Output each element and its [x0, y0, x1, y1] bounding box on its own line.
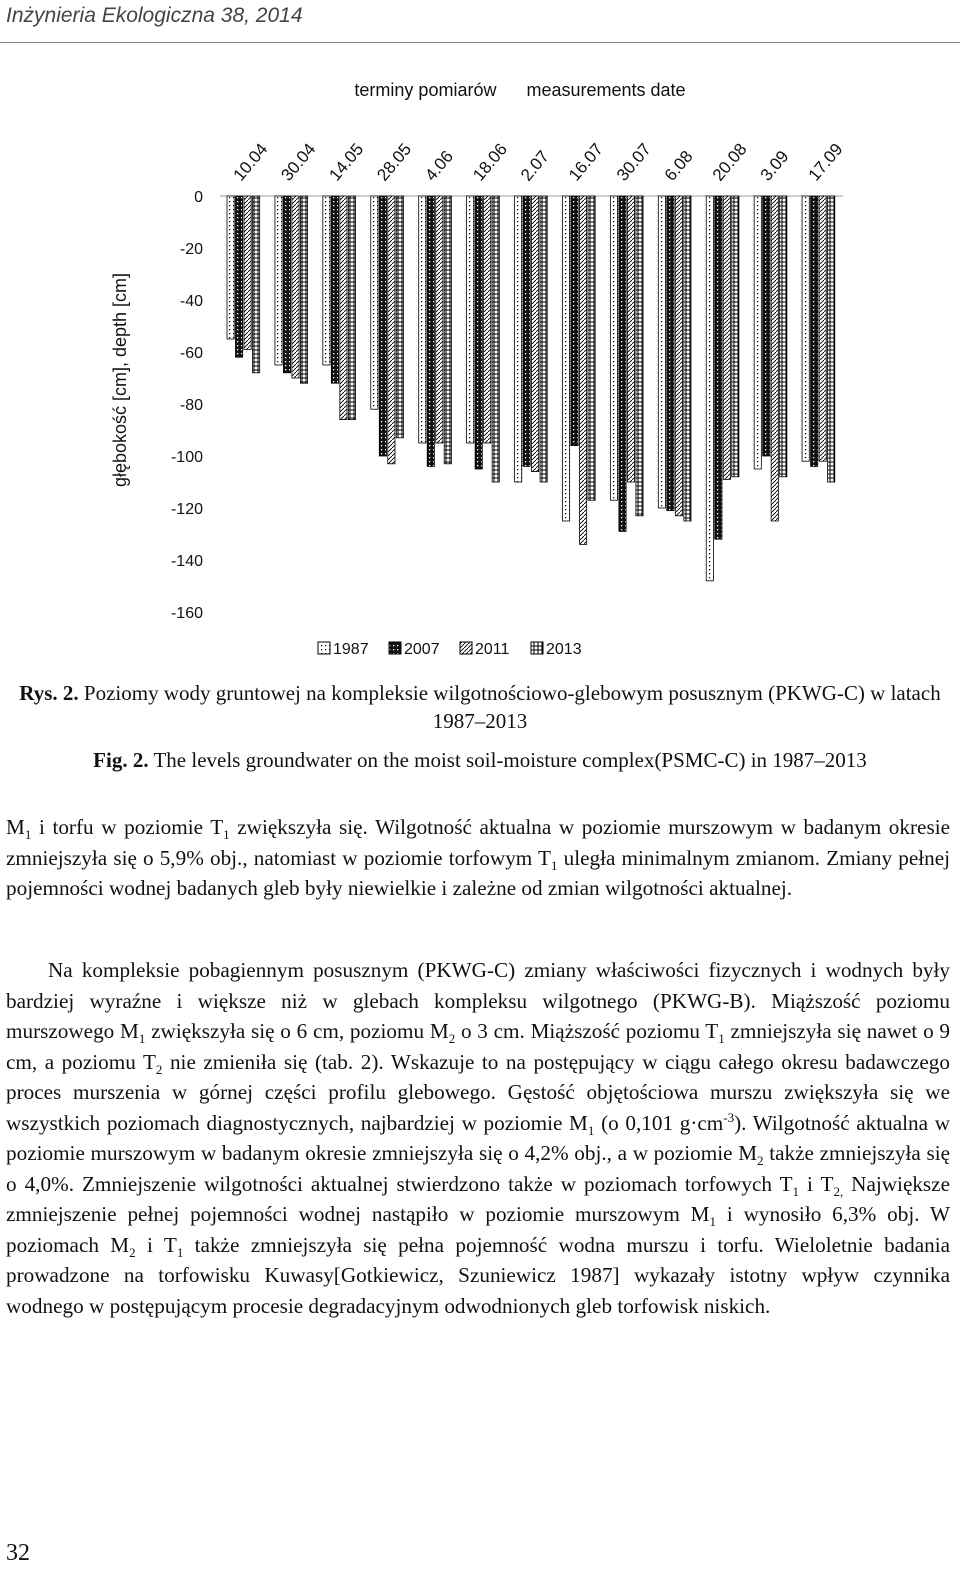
- bar-1987-20.08: [706, 196, 713, 581]
- bar-2007-30.07: [619, 196, 626, 531]
- legend-label-2013: 2013: [546, 641, 582, 658]
- bar-2007-28.05: [379, 196, 386, 456]
- journal-header: Inżynieria Ekologiczna 38, 2014: [6, 4, 303, 27]
- bar-2011-16.07: [579, 196, 586, 544]
- legend-label-2011: 2011: [475, 641, 510, 658]
- x-category-label: 14.05: [325, 139, 368, 185]
- figure-caption-en: [0, 746, 960, 774]
- y-tick-label: -40: [179, 293, 203, 310]
- legend-swatch-1987: [318, 642, 330, 654]
- bar-2007-6.08: [667, 196, 674, 511]
- legend-label-2007: 2007: [404, 641, 440, 658]
- bar-2013-2.07: [540, 196, 547, 482]
- bar-2013-14.05: [348, 196, 355, 420]
- header-rule: [0, 42, 960, 43]
- bar-2013-18.06: [492, 196, 499, 482]
- bar-2013-17.09: [828, 196, 835, 482]
- x-category-label: 16.07: [564, 139, 607, 185]
- bar-2013-20.08: [732, 196, 739, 477]
- x-category-label: 30.04: [277, 139, 320, 185]
- y-tick-label: -80: [179, 397, 203, 414]
- bar-2013-10.04: [253, 196, 260, 373]
- caption-en-text: The levels groundwater on the moist soil-moisture complex(PSMC-C) in 1987–2013: [153, 748, 867, 772]
- y-axis-label: głębokość [cm], depth [cm]: [110, 272, 130, 488]
- x-category-label: 17.09: [804, 139, 847, 185]
- bar-1987-2.07: [515, 196, 522, 482]
- bar-1987-14.05: [323, 196, 330, 365]
- bar-2011-28.05: [388, 196, 395, 464]
- bar-2007-10.04: [236, 196, 243, 357]
- legend: [318, 641, 582, 658]
- bar-2011-30.04: [292, 196, 299, 378]
- x-category-label: 10.04: [229, 139, 272, 185]
- bar-1987-30.07: [610, 196, 617, 500]
- y-tick-label: -100: [170, 449, 203, 466]
- bar-1987-3.09: [754, 196, 761, 469]
- bar-2007-2.07: [523, 196, 530, 466]
- x-category-label: 20.08: [708, 139, 751, 185]
- bar-1987-4.06: [419, 196, 426, 443]
- body-paragraph-1: $M_1$ i torfu w poziomie $T_1$ zwiększyła się. Wilgotność aktualna w poziomie murszowym w badanym okresie zmniejszyła się o 5,9% obj., natomiast w poziomie torfowym $T_1$ uległa minimalnym zmianom. Zmiany pełnej pojemności wodnej badanych gleb były niewielkie i zależne od zmian wilgotności aktualnej.: [6, 815, 950, 900]
- caption-pl-text: Poziomy wody gruntowej na kompleksie wilgotnościowo-glebowym posusznym (PKWG-C) w latach 1987–2013: [83, 681, 941, 733]
- bar-1987-10.04: [227, 196, 234, 339]
- bar-1987-17.09: [802, 196, 809, 461]
- bar-1987-6.08: [658, 196, 665, 508]
- bar-2011-2.07: [532, 196, 539, 472]
- x-category-label: 6.08: [660, 147, 697, 185]
- bar-2007-18.06: [475, 196, 482, 469]
- x-axis-category-labels: [230, 140, 847, 185]
- chart-title: terminy pomiarów measurements date: [354, 80, 686, 100]
- bar-2013-6.08: [684, 196, 691, 521]
- y-tick-label: 0: [194, 189, 203, 206]
- bar-2007-17.09: [811, 196, 818, 466]
- x-category-label: 3.09: [756, 147, 793, 185]
- bar-2011-14.05: [340, 196, 347, 420]
- legend-swatch-2011: [460, 642, 472, 654]
- bar-2013-16.07: [588, 196, 595, 500]
- bars: [220, 196, 843, 581]
- bar-2007-4.06: [427, 196, 434, 466]
- bar-2011-4.06: [436, 196, 443, 443]
- bar-2011-3.09: [771, 196, 778, 521]
- bar-2013-3.09: [780, 196, 787, 477]
- bar-2011-18.06: [484, 196, 491, 443]
- bar-1987-30.04: [275, 196, 282, 365]
- bar-2007-30.04: [283, 196, 290, 373]
- bar-2013-30.07: [636, 196, 643, 516]
- bar-2011-20.08: [723, 196, 730, 479]
- y-tick-label: -140: [170, 553, 203, 570]
- legend-label-1987: 1987: [333, 641, 369, 658]
- bar-2007-20.08: [715, 196, 722, 539]
- y-tick-label: -60: [179, 345, 203, 362]
- bar-2007-3.09: [763, 196, 770, 456]
- x-category-label: 2.07: [517, 147, 553, 185]
- bar-2013-28.05: [396, 196, 403, 438]
- x-category-label: 30.07: [612, 139, 655, 185]
- bar-2011-30.07: [627, 196, 634, 482]
- bar-1987-16.07: [562, 196, 569, 521]
- x-category-label: 28.05: [373, 139, 416, 185]
- x-category-label: 18.06: [469, 139, 512, 185]
- y-axis-ticks: [171, 189, 203, 622]
- bar-2007-14.05: [331, 196, 338, 383]
- figure-caption-pl: [0, 679, 960, 735]
- legend-swatch-2013: [531, 642, 543, 654]
- bar-2011-17.09: [819, 196, 826, 461]
- legend-swatch-2007: [389, 642, 401, 654]
- bar-2011-6.08: [675, 196, 682, 516]
- y-tick-label: -120: [170, 501, 203, 518]
- x-category-label: 4.06: [421, 147, 458, 185]
- groundwater-chart: [0, 60, 960, 670]
- bar-2013-4.06: [444, 196, 451, 464]
- bar-1987-18.06: [467, 196, 474, 443]
- caption-pl-label: Rys. 2.: [19, 681, 79, 705]
- y-tick-label: -160: [170, 605, 203, 622]
- bar-2007-16.07: [571, 196, 578, 446]
- bar-2013-30.04: [300, 196, 307, 383]
- body-paragraph-2: Na kompleksie pobagiennym posusznym (PKWG-C) zmiany właściwości fizycznych i wodnych były bardziej wyraźne i większe niż w glebach kompleksu wilgotnego (PKWG-B). Miąższość poziomu murszowego $M_1$ zwiększyła się o 6 cm, poziomu $M_2$ o 3 cm. Miąższość poziomu $T_1$ zmniejszyła się nawet o 9 cm, a poziomu $T_2$ nie zmieniła się (tab. 2). Wskazuje to na postępujący w ciągu całego okresu badawczego proces murszenia w górnej części profilu glebowego. Gęstość objętościowa murszu zwiększyła się we wszystkich poziomach diagnostycznych, najbardziej w poziomie $M_1$ (o 0,101 $g\cdot cm^{-3}$). Wilgotność aktualna w poziomie murszowym w badanym okresie zmniejszyła się o 4,2% obj., a w poziomie $M_2$ także zmniejszyła się o 4,0%. Zmniejszenie wilgotności aktualnej stwierdzono także w poziomach torfowych $T_1$ i $T_{2,}$ Największe zmniejszenie pełnej pojemności wodnej nastąpiło w poziomie murszowym $M_1$ i wynosiło 6,3% obj. W poziomach $M_2$ i $T_1$ także zmniejszyła się pełna pojemność wodna murszu i torfu. Wieloletnie badania prowadzone na torfowisku Kuwasy[Gotkiewicz, Szuniewicz 1987] wykazały istotny wpływ czynnika wodnego w postępującym procesie degradacyjnym odwodnionych gleb torfowisk niskich.: [6, 958, 951, 1318]
- bar-1987-28.05: [371, 196, 378, 409]
- caption-en-label: Fig. 2.: [93, 748, 149, 772]
- y-tick-label: -20: [179, 241, 203, 258]
- bar-2011-10.04: [244, 196, 251, 349]
- page-number: 32: [6, 1540, 30, 1566]
